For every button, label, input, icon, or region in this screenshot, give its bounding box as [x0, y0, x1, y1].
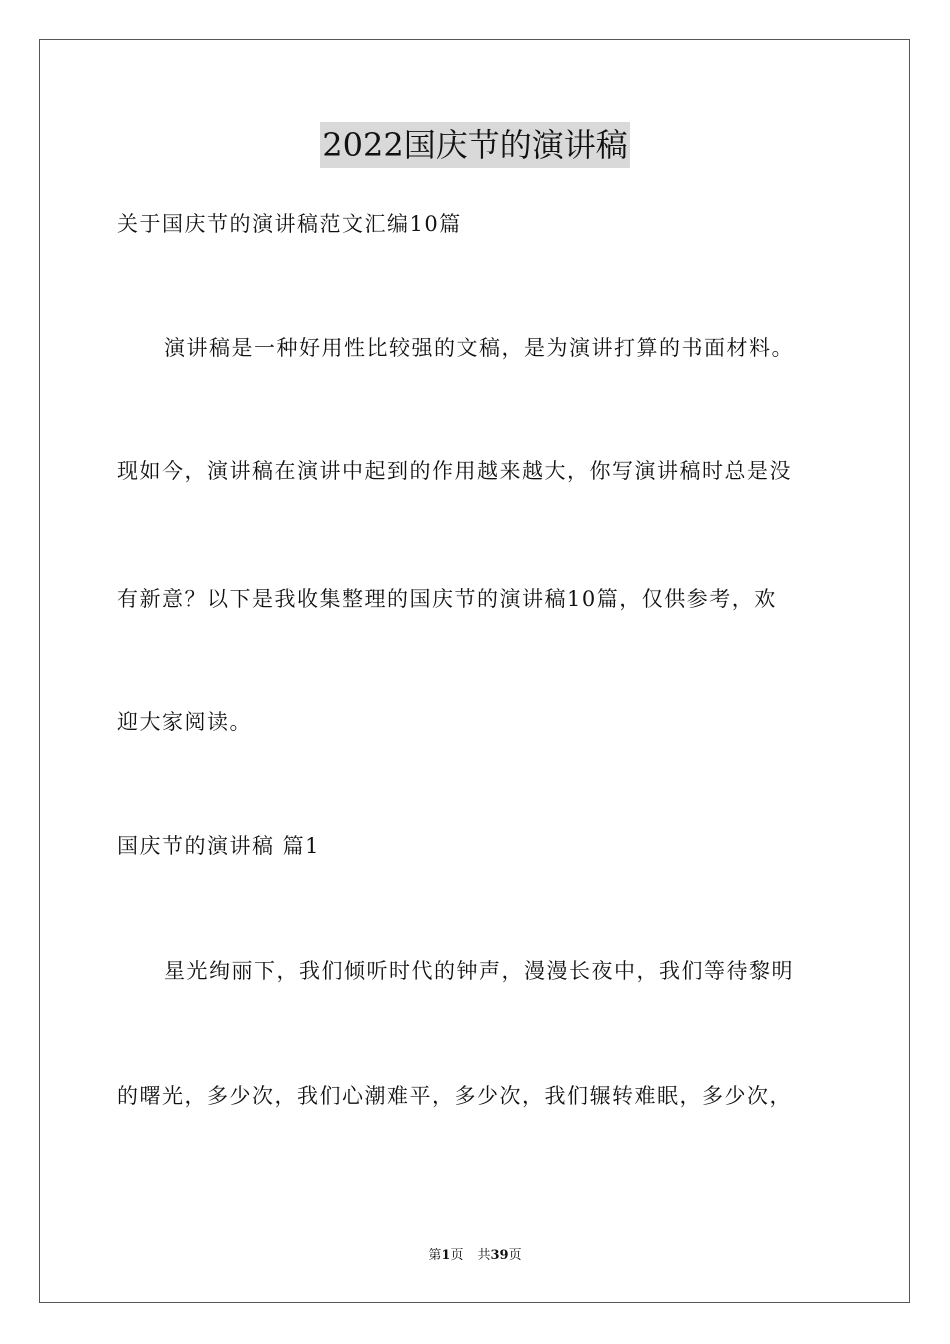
paragraph-line: 迎大家阅读。: [117, 710, 252, 734]
footer-page-number: 1: [441, 1248, 451, 1263]
title-container: [0, 122, 950, 168]
paragraph-line: 星光绚丽下，我们倾听时代的钟声，漫漫长夜中，我们等待黎明: [164, 959, 794, 983]
footer-page-prefix: 第: [428, 1248, 442, 1263]
footer-total-prefix: 共: [477, 1248, 491, 1263]
document-title: 2022国庆节的演讲稿: [320, 122, 629, 168]
footer-page-suffix: 页: [450, 1248, 464, 1263]
paragraph-line: 演讲稿是一种好用性比较强的文稿，是为演讲打算的书面材料。: [164, 336, 794, 360]
subtitle-line: 关于国庆节的演讲稿范文汇编10篇: [117, 212, 462, 236]
paragraph-line: 的曙光，多少次，我们心潮难平，多少次，我们辗转难眠，多少次，: [117, 1084, 792, 1108]
section-heading: 国庆节的演讲稿 篇1: [117, 834, 321, 858]
page-footer: [0, 1247, 950, 1265]
footer-total-pages: 39: [490, 1248, 509, 1263]
paragraph-line: 有新意？以下是我收集整理的国庆节的演讲稿10篇，仅供参考，欢: [117, 587, 777, 611]
footer-total-suffix: 页: [508, 1248, 522, 1263]
paragraph-line: 现如今，演讲稿在演讲中起到的作用越来越大，你写演讲稿时总是没: [117, 459, 792, 483]
